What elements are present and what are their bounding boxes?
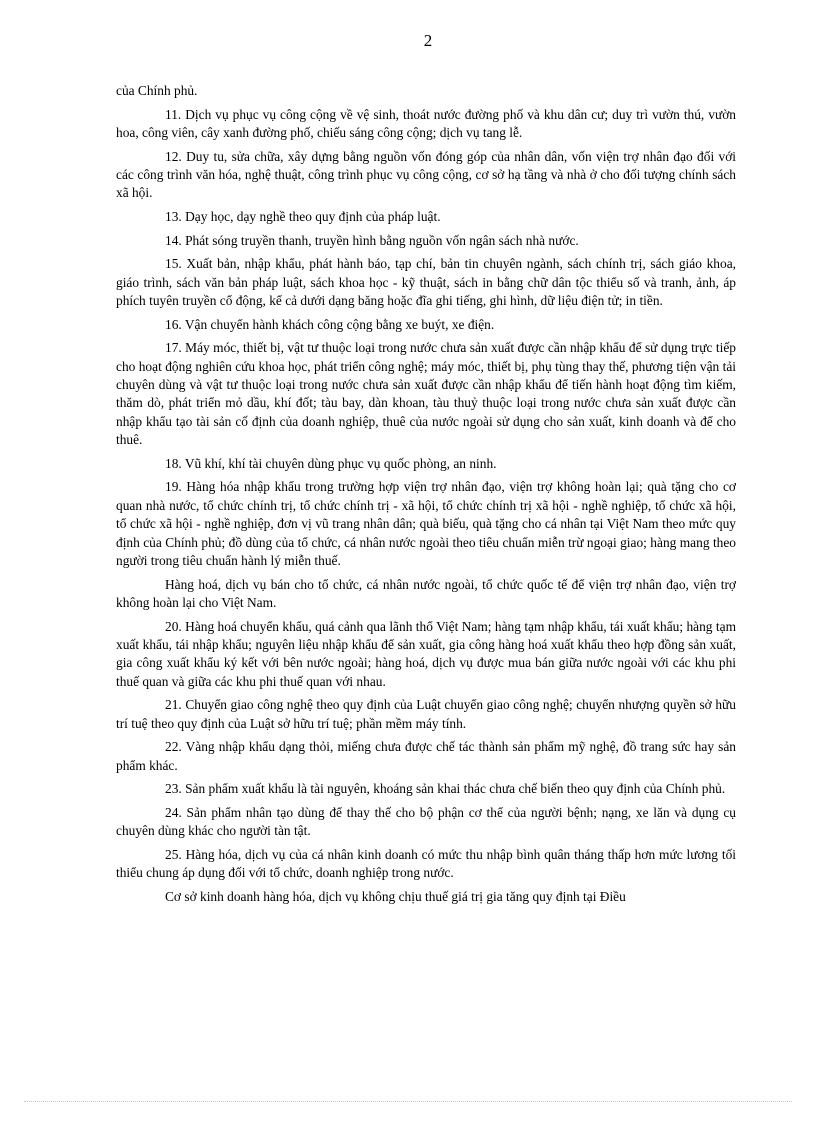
paragraph-item-21: 21. Chuyển giao công nghệ theo quy định của Luật chuyển giao công nghệ; chuyển nhượng quyền sở hữu trí tuệ theo quy định của Luật sở hữu trí tuệ; phần mềm máy tính.	[116, 697, 736, 731]
paragraph-item-13: 13. Dạy học, dạy nghề theo quy định của pháp luật.	[165, 209, 441, 224]
paragraph-item-23: 23. Sản phẩm xuất khẩu là tài nguyên, khoáng sản khai thác chưa chế biến theo quy định của Chính phủ.	[165, 781, 726, 797]
paragraph-item-20: 20. Hàng hoá chuyển khẩu, quá cảnh qua lãnh thổ Việt Nam; hàng tạm nhập khẩu, tái xuất khẩu; hàng tạm xuất khẩu, tái nhập khẩu; nguyên liệu nhập khẩu để sản xuất, gia công hàng hoá xuất khẩu theo hợp đồng sản xuất, gia công xuất khẩu ký kết với bên nước ngoài; hàng hoá, dịch vụ được mua bán giữa nước ngoài với các khu phi thuế quan và giữa các khu phi thuế quan với nhau.	[116, 618, 736, 689]
paragraph-item-19: 19. Hàng hóa nhập khẩu trong trường hợp viện trợ nhân đạo, viện trợ không hoàn lại; quà tặng cho cơ quan nhà nước, tổ chức chính trị, tổ chức chính trị - xã hội, tổ chức chính trị xã hội - nghề nghiệp, tổ chức xã hội, tổ chức xã hội - nghề nghiệp, đơn vị vũ trang nhân dân; quà biếu, quà tặng cho cá nhân tại Việt Nam theo mức quy định của Chính phủ; đồ dùng của tổ chức, cá nhân nước ngoài theo tiêu chuẩn miễn trừ ngoại giao; hàng mang theo người trong tiêu chuẩn hành lý miễn thuế.	[116, 479, 736, 569]
paragraph-item-19-continued: Hàng hoá, dịch vụ bán cho tổ chức, cá nhân nước ngoài, tổ chức quốc tế để viện trợ nhân đạo, viện trợ không hoàn lại cho Việt Nam.	[116, 576, 736, 611]
paragraph-item-15: 15. Xuất bản, nhập khẩu, phát hành báo, tạp chí, bản tin chuyên ngành, sách chính trị, sách giáo khoa, giáo trình, sách văn bản pháp luật, sách khoa học - kỹ thuật, sách in bằng chữ dân tộc thiểu số và tranh, ảnh, áp phích tuyên truyền cổ động, kể cả dưới dạng băng hoặc đĩa ghi tiếng, ghi hình, dữ liệu điện tử; in tiền.	[116, 256, 736, 308]
paragraph-item-14: 14. Phát sóng truyền thanh, truyền hình bằng nguồn vốn ngân sách nhà nước.	[165, 232, 579, 248]
document-body	[116, 82, 736, 912]
paragraph-item-12: 12. Duy tu, sửa chữa, xây dựng bằng nguồn vốn đóng góp của nhân dân, vốn viện trợ nhân đạo đối với các công trình văn hóa, nghệ thuật, công trình phục vụ công cộng, cơ sở hạ tầng và nhà ở cho đối tượng chính sách xã hội.	[116, 148, 736, 201]
paragraph-item-18: 18. Vũ khí, khí tài chuyên dùng phục vụ quốc phòng, an ninh.	[165, 455, 497, 471]
paragraph-item-22: 22. Vàng nhập khẩu dạng thỏi, miếng chưa được chế tác thành sản phẩm mỹ nghệ, đồ trang sức hay sản phẩm khác.	[116, 739, 736, 773]
paragraph-item-17: 17. Máy móc, thiết bị, vật tư thuộc loại trong nước chưa sản xuất được cần nhập khẩu để sử dụng trực tiếp cho hoạt động nghiên cứu khoa học, phát triển công nghệ; máy móc, thiết bị, phụ tùng thay thế, phương tiện vận tải chuyên dùng và vật tư thuộc loại trong nước chưa sản xuất được cần nhập khẩu để tiến hành hoạt động tìm kiếm, thăm dò, phát triển mỏ dầu, khí đốt; tàu bay, dàn khoan, tàu thuỷ thuộc loại trong nước chưa sản xuất được cần nhập khẩu tạo tài sản cố định của doanh nghiệp, thuê của nước ngoài sử dụng cho sản xuất, kinh doanh và để cho thuê.	[116, 340, 736, 448]
paragraph-item-16: 16. Vận chuyển hành khách công cộng bằng xe buýt, xe điện.	[165, 316, 495, 332]
paragraph-continuation: của Chính phủ.	[116, 83, 198, 98]
page-bottom-divider	[24, 1101, 792, 1102]
page-number: 2	[423, 31, 433, 50]
paragraph-item-24: 24. Sản phẩm nhân tạo dùng để thay thế cho bộ phận cơ thể của người bệnh; nạng, xe lăn và dụng cụ chuyên dùng khác cho người tàn tật.	[116, 805, 736, 839]
paragraph-closing: Cơ sở kinh doanh hàng hóa, dịch vụ không chịu thuế giá trị gia tăng quy định tại Điều	[165, 889, 626, 905]
paragraph-item-11: 11. Dịch vụ phục vụ công cộng về vệ sinh, thoát nước đường phố và khu dân cư; duy trì vườn thú, vườn hoa, công viên, cây xanh đường phố, chiếu sáng công cộng; dịch vụ tang lễ.	[116, 106, 736, 140]
paragraph-item-25: 25. Hàng hóa, dịch vụ của cá nhân kinh doanh có mức thu nhập bình quân tháng thấp hơn mức lương tối thiểu chung áp dụng đối với tổ chức, doanh nghiệp trong nước.	[116, 847, 736, 881]
